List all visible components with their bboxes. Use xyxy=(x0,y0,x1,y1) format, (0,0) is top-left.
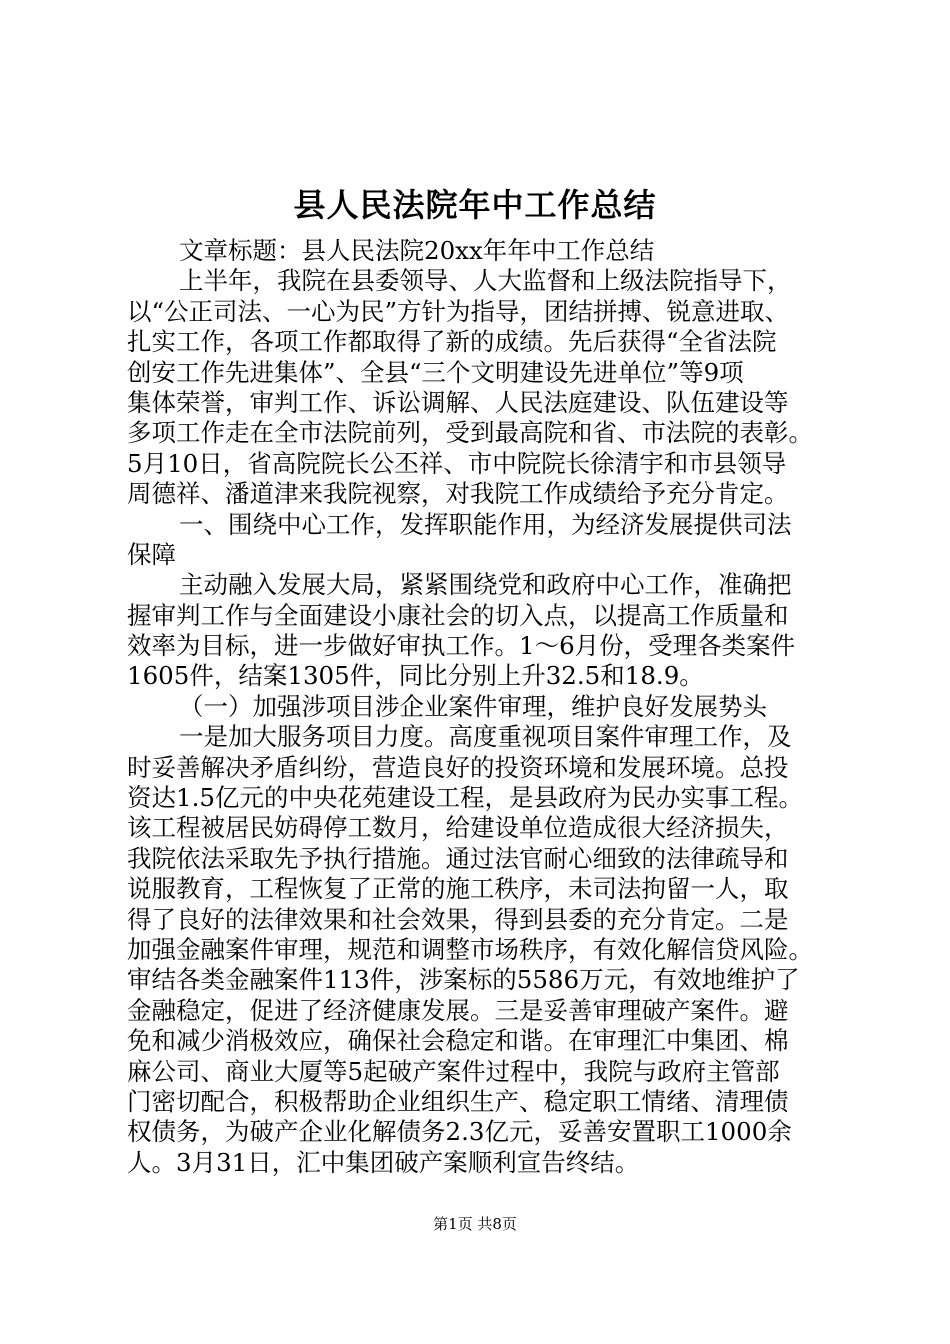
body-line: 一、围绕中心工作，发挥职能作用，为经济发展提供司法 xyxy=(179,509,792,539)
body-line: 资达1.5亿元的中央花苑建设工程，是县政府为民办实事工程。 xyxy=(127,783,803,813)
body-line: 握审判工作与全面建设小康社会的切入点，以提高工作质量和 xyxy=(127,600,789,630)
body-line: 免和减少消极效应，确保社会稳定和谐。在审理汇中集团、棉 xyxy=(127,1026,789,1056)
body-line: 审结各类金融案件113件，涉案标的5586万元，有效地维护了 xyxy=(127,965,800,995)
body-line: 说服教育，工程恢复了正常的施工秩序，未司法拘留一人，取 xyxy=(127,874,789,904)
body-line: 文章标题：县人民法院20xx年年中工作总结 xyxy=(179,236,655,265)
body-line: 创安工作先进集体”、全县“三个文明建设先进单位”等9项 xyxy=(127,357,744,387)
body-line: 周德祥、潘道津来我院视察，对我院工作成绩给予充分肯定。 xyxy=(127,479,789,509)
body-line: 时妥善解决矛盾纠纷，营造良好的投资环境和发展环境。总投 xyxy=(127,752,789,782)
document-title: 县人民法院年中工作总结 xyxy=(293,186,657,224)
body-line: 人。3月31日，汇中集团破产案顺利宣告终结。 xyxy=(127,1147,640,1177)
body-line: 权债务，为破产企业化解债务2.3亿元，妥善安置职工1000余 xyxy=(127,1117,792,1147)
body-line: 门密切配合，积极帮助企业组织生产、稳定职工情绪、清理债 xyxy=(127,1086,789,1116)
body-line: 5月10日，省高院院长公丕祥、市中院院长徐清宇和市县领导 xyxy=(127,448,787,478)
body-line: 保障 xyxy=(127,539,176,569)
body-line: 加强金融案件审理，规范和调整市场秩序，有效化解信贷风险。 xyxy=(127,934,813,964)
page-footer: 第1页 共8页 xyxy=(433,1215,517,1233)
body-line: 集体荣誉，审判工作、诉讼调解、人民法庭建设、队伍建设等 xyxy=(127,387,789,417)
body-line: 效率为目标，进一步做好审执工作。1～6月份，受理各类案件 xyxy=(127,631,796,661)
body-line: 我院依法采取先予执行措施。通过法官耐心细致的法律疏导和 xyxy=(127,843,789,873)
body-line: 以“公正司法、一心为民”方针为指导，团结拼搏、锐意进取、 xyxy=(127,296,790,326)
body-line: 麻公司、商业大厦等5起破产案件过程中，我院与政府主管部 xyxy=(127,1056,780,1086)
body-line: 一是加大服务项目力度。高度重视项目案件审理工作，及 xyxy=(179,722,792,752)
body-line: 主动融入发展大局，紧紧围绕党和政府中心工作，准确把 xyxy=(179,570,792,600)
body-line: 多项工作走在全市法院前列，受到最高院和省、市法院的表彰。 xyxy=(127,418,813,448)
body-line: 金融稳定，促进了经济健康发展。三是妥善审理破产案件。避 xyxy=(127,995,789,1025)
body-line: 上半年，我院在县委领导、人大监督和上级法院指导下， xyxy=(179,266,792,296)
body-line: （一）加强涉项目涉企业案件审理，维护良好发展势头 xyxy=(179,691,767,721)
body-line: 扎实工作，各项工作都取得了新的成绩。先后获得“全省法院 xyxy=(127,327,777,357)
body-line: 得了良好的法律效果和社会效果，得到县委的充分肯定。二是 xyxy=(127,904,789,934)
body-line: 1605件，结案1305件，同比分别上升32.5和18.9。 xyxy=(127,661,704,691)
document-body xyxy=(127,236,855,1178)
body-line: 该工程被居民妨碍停工数月，给建设单位造成很大经济损失， xyxy=(127,813,789,843)
